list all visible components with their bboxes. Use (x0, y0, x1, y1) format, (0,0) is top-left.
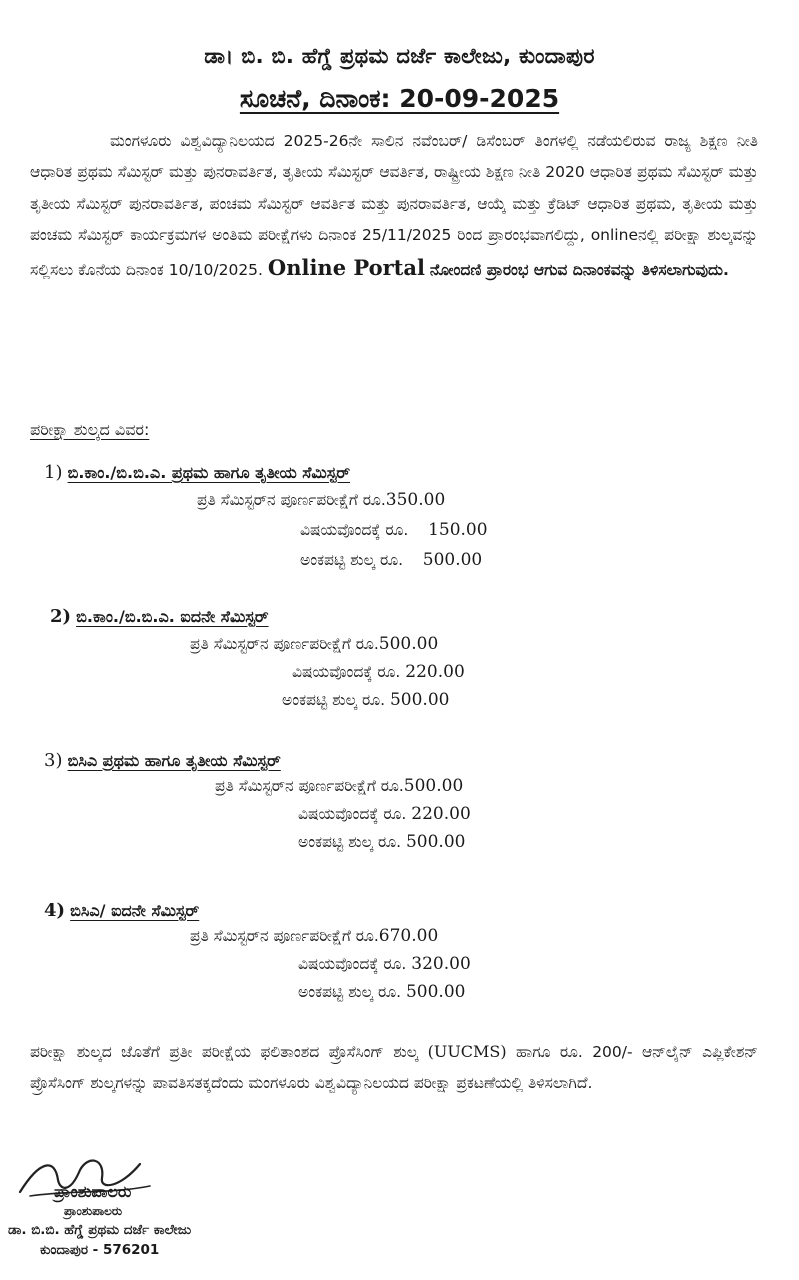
marks-card-fee (300, 550, 482, 570)
per-subject-label: ವಿಷಯವೊಂದಕ್ಕೆ ರೂ. (298, 955, 407, 973)
marks-card-label: ಅಂಕಪಟ್ಟಿ ಶುಲ್ಕ ರೂ. (300, 551, 404, 569)
full-exam-label: ಪ್ರತಿ ಸೆಮಿಸ್ಟರ್‌ನ ಪೂರ್ಣಪರೀಕ್ಷೆಗೆ ರೂ. (215, 777, 404, 795)
section-label: ಬಿಸಿಎ/ ಐದನೇ ಸೆಮಿಸ್ಟರ್ (70, 901, 200, 920)
marks-card-fee (282, 690, 449, 710)
footer-text-2: ಹಾಗೂ ರೂ. 200/- ಆನ್‌ಲೈನ್ ಎಪ್ಲಿಕೇಶನ್ ಪ್ರೊಸೆಸಿಂಗ್ ಶುಲ್ಕಗಳನ್ನು ಪಾವತಿಸತಕ್ಕದೆಂದು ಮಂಗಳೂರು ವಿಶ್ವವಿದ್ಯಾನಿಲಯದ ಪರೀಕ್ಷಾ ಪ್ರಕಟಣೆಯಲ್ಲಿ ತಿಳಿಸಲಾಗಿದೆ. (30, 1043, 758, 1092)
stamp-college-name: ಡಾ. ಬಿ.ಬಿ. ಹೆಗ್ಡೆ ಪ್ರಥಮ ದರ್ಜೆ ಕಾಲೇಜು (8, 1222, 192, 1238)
section-number: 3) (44, 750, 63, 771)
per-subject-amount: 320.00 (411, 954, 471, 974)
online-portal-label: Online Portal (267, 254, 425, 280)
footer-text-1: ಪರೀಕ್ಷಾ ಶುಲ್ಕದ ಜೊತೆಗೆ ಪ್ರತೀ ಪರೀಕ್ಷೆಯ ಫಲಿತಾಂಶದ ಪ್ರೊಸೆಸಿಂಗ್ ಶುಲ್ಕ (30, 1043, 419, 1061)
marks-card-label: ಅಂಕಪಟ್ಟಿ ಶುಲ್ಕ ರೂ. (298, 833, 402, 851)
footer-paragraph (30, 1036, 758, 1099)
full-exam-amount: 350.00 (385, 490, 446, 510)
marks-card-fee (298, 982, 465, 1002)
notice-paragraph (30, 126, 758, 286)
marks-card-amount: 500.00 (422, 550, 483, 570)
section-label: ಬಿ.ಕಾಂ./ಬಿ.ಬಿ.ಎ. ಐದನೇ ಸೆಮಿಸ್ಟರ್ (76, 607, 269, 626)
section-number: 2) (50, 606, 72, 627)
per-subject-amount: 150.00 (428, 520, 488, 540)
section-heading (50, 606, 269, 627)
full-exam-amount: 500.00 (378, 634, 439, 654)
full-exam-label: ಪ್ರತಿ ಸೆಮಿಸ್ಟರ್‌ನ ಪೂರ್ಣಪರೀಕ್ಷೆಗೆ ರೂ. (190, 635, 379, 653)
per-subject-label: ವಿಷಯವೊಂದಕ್ಕೆ ರೂ. (292, 663, 401, 681)
full-exam-fee (190, 926, 438, 946)
uucms-label: (UUCMS) (427, 1042, 507, 1061)
paragraph-text-1: ಮಂಗಳೂರು ವಿಶ್ವವಿದ್ಯಾನಿಲಯದ 2025-26ನೇ ಸಾಲಿನ ನವೆಂಬರ್/ ಡಿಸೆಂಬರ್ ತಿಂಗಳಲ್ಲಿ ನಡೆಯಲಿರುವ ರಾಜ್ಯ ಶಿಕ್ಷಣ ನೀತಿ ಆಧಾರಿತ ಪ್ರಥಮ ಸೆಮಿಸ್ಟರ್ ಮತ್ತು ಪುನರಾವರ್ತಿತ, ತೃತೀಯ ಸೆಮಿಸ್ಟರ್ ಆವರ್ತಿತ, ರಾಷ್ಟ್ರೀಯ ಶಿಕ್ಷಣ ನೀತಿ 2020 ಆಧಾರಿತ ಪ್ರಥಮ ಸೆಮಿಸ್ಟರ್ ಮತ್ತು ತೃತೀಯ ಸೆಮಿಸ್ಟರ್ ಪುನರಾವರ್ತಿತ, ಪಂಚಮ ಸೆಮಿಸ್ಟರ್ ಆವರ್ತಿತ ಮತ್ತು ಪುನರಾವರ್ತಿತ, ಆಯ್ಕೆ ಮತ್ತು ಕ್ರೆಡಿಟ್ ಆಧಾರಿತ ಪ್ರಥಮ, ತೃತೀಯ ಮತ್ತು ಪಂಚಮ ಸೆಮಿಸ್ಟರ್ ಕಾರ್ಯಕ್ರಮಗಳ ಅಂತಿಮ ಪರೀಕ್ಷೆಗಳು ದಿನಾಂಕ 25/11/2025 ರಿಂದ ಪ್ರಾರಂಭವಾಗಲಿದ್ದು, onlineನಲ್ಲಿ ಪರೀಕ್ಷಾ ಶುಲ್ಕವನ್ನು ಸಲ್ಲಿಸಲು ಕೊನೆಯ ದಿನಾಂಕ 10/10/2025. (30, 132, 758, 279)
per-subject-fee (292, 662, 465, 682)
marks-card-label: ಅಂಕಪಟ್ಟಿ ಶುಲ್ಕ ರೂ. (298, 983, 402, 1001)
signature-block (0, 1150, 300, 1260)
section-label: ಬಿಸಿಎ ಪ್ರಥಮ ಹಾಗೂ ತೃತೀಯ ಸೆಮಿಸ್ಟರ್ (67, 751, 281, 770)
marks-card-amount: 500.00 (405, 832, 466, 852)
per-subject-fee (300, 520, 488, 540)
full-exam-label: ಪ್ರತಿ ಸೆಮಿಸ್ಟರ್‌ನ ಪೂರ್ಣಪರೀಕ್ಷೆಗೆ ರೂ. (197, 491, 386, 509)
college-name: ಡಾ। ಬಿ. ಬಿ. ಹೆಗ್ಡೆ ಪ್ರಥಮ ದರ್ಜೆ ಕಾಲೇಜು, ಕುಂದಾಪುರ (204, 44, 595, 68)
marks-card-amount: 500.00 (405, 982, 466, 1002)
full-exam-fee (190, 634, 438, 654)
per-subject-amount: 220.00 (405, 662, 465, 682)
per-subject-label: ವಿಷಯವೊಂದಕ್ಕೆ ರೂ. (298, 805, 407, 823)
stamp-title: ಪ್ರಾಂಶುಪಾಲರು (64, 1204, 123, 1218)
full-exam-amount: 670.00 (378, 926, 439, 946)
section-heading (44, 750, 281, 771)
full-exam-fee (215, 776, 463, 796)
per-subject-amount: 220.00 (411, 804, 471, 824)
stamp-place: ಕುಂದಾಪುರ - 576201 (40, 1242, 160, 1258)
fee-details-heading: ಪರೀಕ್ಷಾ ಶುಲ್ಕದ ವಿವರ: (30, 420, 150, 439)
per-subject-fee (298, 804, 471, 824)
per-subject-fee (298, 954, 471, 974)
section-heading (44, 900, 199, 921)
section-number: 1) (44, 462, 63, 483)
marks-card-amount: 500.00 (389, 690, 450, 710)
notice-title-text: ಸೂಚನೆ, ದಿನಾಂಕ: 20-09-2025 (239, 84, 560, 113)
per-subject-label: ವಿಷಯವೊಂದಕ್ಕೆ ರೂ. (300, 521, 409, 539)
marks-card-label: ಅಂಕಪಟ್ಟಿ ಶುಲ್ಕ ರೂ. (282, 691, 386, 709)
signature-title: ಪ್ರಾಂಶುಪಾಲರು (54, 1182, 132, 1201)
paragraph-text-2: ನೋಂದಣಿ ಪ್ರಾರಂಭ ಆಗುವ ದಿನಾಂಕವನ್ನು ತಿಳಿಸಲಾಗುವುದು. (429, 260, 729, 279)
section-label: ಬಿ.ಕಾಂ./ಬಿ.ಬಿ.ಎ. ಪ್ರಥಮ ಹಾಗೂ ತೃತೀಯ ಸೆಮಿಸ್ಟರ್ (67, 463, 350, 482)
full-exam-fee (197, 490, 445, 510)
section-number: 4) (44, 900, 66, 921)
notice-title (0, 84, 799, 114)
section-heading (44, 462, 350, 483)
marks-card-fee (298, 832, 465, 852)
full-exam-amount: 500.00 (403, 776, 464, 796)
full-exam-label: ಪ್ರತಿ ಸೆಮಿಸ್ಟರ್‌ನ ಪೂರ್ಣಪರೀಕ್ಷೆಗೆ ರೂ. (190, 927, 379, 945)
